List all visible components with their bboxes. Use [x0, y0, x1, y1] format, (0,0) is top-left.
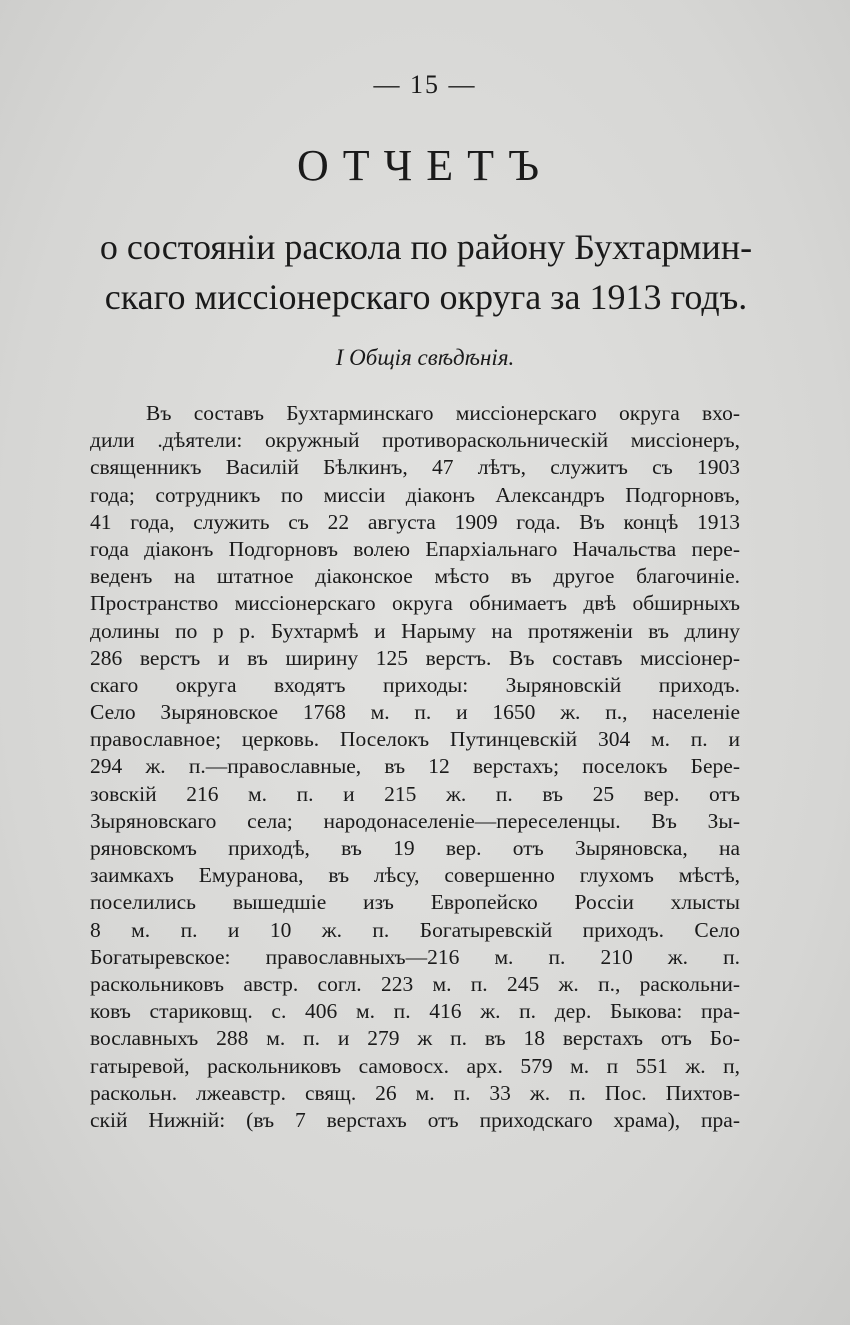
body-line: 286 верстъ и въ ширину 125 верстъ. Въ составъ миссіонер- — [90, 645, 740, 670]
body-line: Село Зыряновское 1768 м. п. и 1650 ж. п., населеніе — [90, 700, 740, 725]
body-line: ряновскомъ приходѣ, въ 19 вер. отъ Зыряновска, на — [90, 836, 740, 860]
body-line: зовскій 216 м. п. и 215 ж. п. въ 25 вер. отъ — [90, 781, 740, 806]
body-line: ковъ стариковщ. с. 406 м. п. 416 ж. п. дер. Быкова: пра- — [90, 999, 740, 1024]
section-heading: I Общія свѣдѣнія. — [335, 345, 515, 370]
subtitle-line-1: о состояніи раскола по району Бухтармин- — [99, 227, 753, 267]
body-line: скаго округа входятъ приходы: Зыряновскій приходъ. — [90, 672, 740, 697]
body-line: раскольн. лжеавстр. свящ. 26 м. п. 33 ж. п. Пос. Пихтов- — [90, 1080, 740, 1105]
page-number: — 15 — — [373, 70, 477, 99]
body-line: Въ составъ Бухтарминскаго миссіонерскаго округа вхо- — [146, 401, 740, 425]
body-line: Зыряновскаго села; народонаселеніе—переселенцы. Въ Зы- — [90, 808, 740, 833]
report-subtitle — [86, 222, 766, 322]
body-line: православное; церковь. Поселокъ Путинцевскій 304 м. п. и — [90, 727, 740, 752]
body-line: 294 ж. п.—православные, въ 12 верстахъ; поселокъ Бере- — [90, 754, 740, 779]
subtitle-line-2: скаго миссіонерскаго округа за 1913 годъ. — [104, 277, 748, 317]
body-line: священникъ Василій Бѣлкинъ, 47 лѣтъ, служитъ съ 1903 — [90, 455, 740, 480]
body-line: 8 м. п. и 10 ж. п. Богатыревскій приходъ. Село — [90, 917, 740, 942]
body-line: дили .дѣятели: окружный противораскольническій миссіонеръ, — [90, 428, 740, 453]
body-line: заимкахъ Емуранова, въ лѣсу, совершенно глухомъ мѣстѣ, — [90, 863, 740, 888]
body-line: Богатыревское: православныхъ—216 м. п. 210 ж. п. — [90, 944, 740, 969]
report-title: ОТЧЕТЪ — [296, 141, 554, 190]
body-line: веденъ на штатное діаконское мѣсто въ другое благочиніе. — [90, 564, 740, 589]
body-line: года; сотрудникъ по миссіи діаконъ Александръ Подгорновъ, — [90, 482, 740, 507]
body-line: скій Нижній: (въ 7 верстахъ отъ приходскаго храма), пра- — [90, 1107, 740, 1132]
body-text — [90, 400, 740, 1134]
body-line: раскольниковъ австр. согл. 223 м. п. 245 ж. п., раскольни- — [90, 971, 740, 996]
body-line: гатыревой, раскольниковъ самовосх. арх. 579 м. п 551 ж. п, — [90, 1053, 740, 1078]
body-line: долины по р р. Бухтармѣ и Нарыму на протяженіи въ длину — [90, 618, 740, 643]
body-line: года діаконъ Подгорновъ волею Епархіальнаго Начальства пере- — [90, 536, 740, 561]
body-line: вославныхъ 288 м. п. и 279 ж п. въ 18 верстахъ отъ Бо- — [90, 1026, 740, 1051]
body-line: Пространство миссіонерскаго округа обнимаетъ двѣ обширныхъ — [90, 591, 740, 616]
body-line: поселились вышедшіе изъ Европейско Россіи хлысты — [90, 890, 740, 915]
body-line: 41 года, служить съ 22 августа 1909 года. Въ концѣ 1913 — [90, 509, 740, 534]
